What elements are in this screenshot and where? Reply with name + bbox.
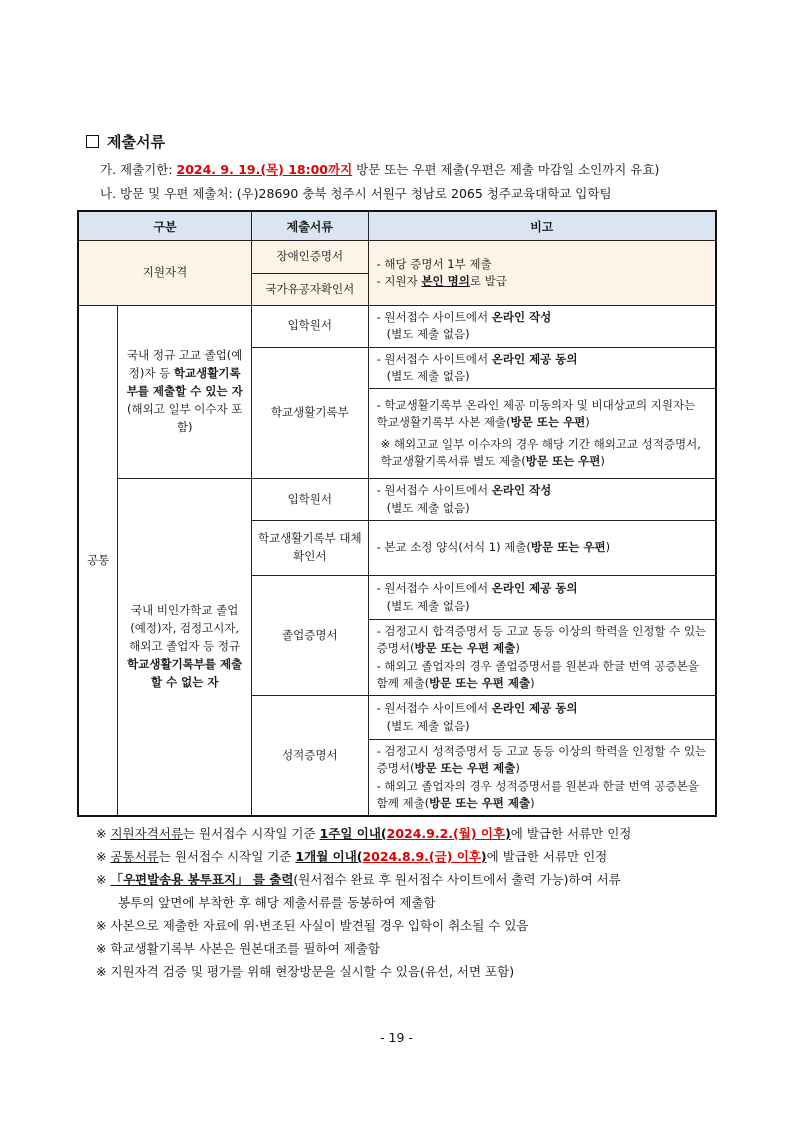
documents-table — [77, 210, 717, 817]
note-text: - 원서접수 사이트에서 — [376, 701, 492, 716]
doc-application: 입학원서 — [251, 479, 368, 521]
footnote-3 — [96, 868, 631, 891]
note-line — [377, 397, 709, 432]
fn-underline: 공통서류 — [110, 849, 159, 864]
address-line: 나. 방문 및 우편 제출처: (우)28690 충북 청주시 서원구 청남로 2065 청주교육대학교 입학팀 — [100, 186, 612, 201]
doc-transcript: 성적증명서 — [251, 696, 368, 817]
section-heading — [86, 131, 165, 152]
note-emphasis: 온라인 작성 — [491, 310, 552, 324]
note-text: 로 발급 — [469, 274, 507, 288]
doc-record-substitute: 학교생활기록부 대체 확인서 — [251, 521, 368, 576]
note-line — [377, 309, 709, 326]
fn-mark: ※ — [96, 872, 111, 887]
note-emphasis: 온라인 제공 동의 — [491, 581, 578, 596]
header-docs: 제출서류 — [251, 211, 368, 241]
note-line: (별도 제출 없음) — [386, 718, 470, 733]
group-emphasis: 학교생활기록부를 제출할 수 없는 자 — [127, 656, 243, 689]
group1-label — [118, 306, 252, 479]
note-emphasis: 방문 또는 우편 제출 — [429, 675, 531, 690]
doc-disability-cert: 장애인증명서 — [251, 241, 368, 274]
fn-bold: 「우편발송용 봉투표지」 를 출력 — [110, 872, 294, 887]
deadline-date: 2024. 9. 19.(목) 18:00까지 — [176, 162, 353, 177]
fn-mark: ※ — [96, 826, 111, 841]
note-line — [377, 743, 709, 778]
footnotes — [96, 822, 631, 983]
footnote-5: ※ 학교생활기록부 사본은 원본대조를 필하여 제출함 — [96, 941, 380, 956]
checkbox-square-icon — [86, 135, 99, 148]
note-text: ) — [605, 540, 611, 555]
note-text: - 해외고 졸업자의 경우 성적증명서를 원본과 한글 번역 공증본을 함께 제출( — [376, 778, 699, 810]
qualification-note — [368, 241, 716, 306]
note-line: (별도 제출 없음) — [386, 598, 470, 613]
note-line — [377, 700, 709, 717]
footnote-4: ※ 사본으로 제출한 자료에 위·변조된 사실이 발견될 경우 입학이 취소될 수 있음 — [96, 918, 529, 933]
note-emphasis: 온라인 작성 — [491, 483, 552, 498]
record-note-1 — [368, 347, 716, 389]
qualification-label: 지원자격 — [78, 241, 251, 306]
deadline-line — [100, 160, 659, 178]
note-line — [377, 273, 709, 290]
group-text: (해외고 일부 이수자 포함) — [126, 401, 243, 434]
note-text: - 원서접수 사이트에서 — [376, 310, 492, 324]
note-text: ) — [530, 675, 535, 690]
fn-red-date: 2024.8.9.(금) 이후 — [362, 849, 481, 864]
table-row — [78, 241, 716, 274]
application-note — [368, 306, 716, 348]
deadline-prefix: 가. 제출기한: — [100, 162, 177, 177]
header-category: 구분 — [78, 211, 251, 241]
note-text: ) — [515, 641, 520, 656]
note-line — [377, 580, 709, 597]
fn-bold: 1개월 이내( — [295, 849, 363, 864]
table-row — [78, 479, 716, 521]
note-line — [377, 658, 709, 693]
note-line — [377, 539, 709, 556]
note-text: - 원서접수 사이트에서 — [376, 351, 492, 366]
note-text: ) — [585, 415, 590, 430]
group2-label — [118, 479, 252, 817]
footnote-3-cont: 봉투의 앞면에 부착한 후 해당 제출서류를 동봉하여 제출함 — [118, 895, 436, 910]
fn-underline: 지원자격서류 — [110, 826, 183, 841]
note-text: - 검정고시 성적증명서 등 고교 동등 이상의 학력을 인정할 수 있는 증명서( — [376, 744, 707, 776]
note-line: - 해당 증명서 1부 제출 — [376, 256, 492, 271]
note-line — [377, 436, 709, 471]
note-emphasis: 방문 또는 우편 제출 — [414, 641, 516, 656]
fn-mark: ※ — [96, 849, 111, 864]
page-number: - 19 - — [380, 1030, 413, 1045]
group-emphasis: 학교생활기록부를 제출할 수 있는 자 — [126, 366, 243, 399]
note-line — [377, 482, 709, 499]
note-line: (별도 제출 없음) — [386, 368, 470, 383]
note-text: ※ 해외고교 일부 이수자의 경우 해당 기간 해외고교 성적증명서, 학교생활기록서류 별도 제출( — [380, 436, 701, 468]
note-text: - 검정고시 합격증명서 등 고교 동등 이상의 학력을 인정할 수 있는 증명서( — [376, 624, 707, 656]
note-emphasis: 방문 또는 우편 — [525, 453, 601, 468]
fn-bold: 1주일 이내( — [319, 826, 387, 841]
footnote-1 — [96, 822, 631, 845]
note-text: - 원서접수 사이트에서 — [376, 483, 492, 498]
fn-red-date: 2024.9.2.(월) 이후 — [386, 826, 506, 841]
fn-text: 에 발급한 서류만 인정 — [486, 849, 608, 864]
note-text: - 본교 소정 양식(서식 1) 제출( — [376, 540, 531, 555]
note-text: ) — [515, 761, 520, 776]
note-text: ) — [530, 795, 535, 810]
substitute-note — [368, 521, 716, 576]
transcript-note-1 — [368, 696, 716, 740]
note-emphasis: 온라인 제공 동의 — [491, 351, 578, 366]
note-text: - 해외고 졸업자의 경우 졸업증명서를 원본과 한글 번역 공증본을 함께 제출( — [376, 658, 699, 690]
doc-veteran-cert: 국가유공자확인서 — [251, 274, 368, 306]
note-emphasis: 본인 명의 — [421, 274, 470, 288]
doc-graduation-cert: 졸업증명서 — [251, 576, 368, 696]
deadline-suffix: 방문 또는 우편 제출(우편은 제출 마감일 소인까지 유효) — [352, 162, 660, 177]
fn-text: (원서접수 완료 후 원서접수 사이트에서 출력 가능)하여 서류 — [293, 872, 621, 887]
note-line: (별도 제출 없음) — [386, 327, 470, 342]
note-emphasis: 온라인 제공 동의 — [491, 701, 578, 716]
fn-bold: ) — [505, 826, 511, 841]
transcript-note-2 — [368, 740, 716, 817]
graduation-note-1 — [368, 576, 716, 620]
fn-text: 는 원서접수 시작일 기준 — [158, 849, 296, 864]
application-note — [368, 479, 716, 521]
note-text: - 학교생활기록부 온라인 제공 미동의자 및 비대상교의 지원자는 학교생활기록부 사본 제출( — [376, 398, 696, 430]
table-row — [78, 306, 716, 348]
fn-text: 에 발급한 서류만 인정 — [510, 826, 632, 841]
table-header-row — [78, 211, 716, 241]
note-line — [377, 351, 709, 368]
fn-bold: ) — [480, 849, 487, 864]
note-emphasis: 방문 또는 우편 — [510, 415, 586, 430]
note-emphasis: 방문 또는 우편 제출 — [414, 761, 516, 776]
group-text: 국내 정규 고교 졸업(예정)자 등 — [126, 348, 243, 381]
header-remarks: 비고 — [368, 211, 716, 241]
note-line — [377, 623, 709, 658]
record-note-2 — [368, 389, 716, 479]
footnote-6: ※ 지원자격 검증 및 평가를 위해 현장방문을 실시할 수 있음(유선, 서면 포함) — [96, 964, 515, 979]
fn-text: 는 원서접수 시작일 기준 — [182, 826, 320, 841]
note-line — [377, 778, 709, 813]
note-emphasis: 방문 또는 우편 제출 — [429, 795, 531, 810]
doc-application: 입학원서 — [251, 306, 368, 348]
note-emphasis: 방문 또는 우편 — [530, 540, 606, 555]
note-text: ) — [600, 453, 605, 468]
section-title: 제출서류 — [107, 133, 165, 151]
group-text: 국내 비인가학교 졸업(예정)자, 검정고시자, 해외고 졸업자 등 정규 — [129, 603, 241, 654]
note-line: (별도 제출 없음) — [386, 500, 470, 515]
note-text: - 원서접수 사이트에서 — [376, 581, 492, 596]
note-text: - 지원자 — [376, 274, 422, 288]
graduation-note-2 — [368, 620, 716, 696]
doc-school-record: 학교생활기록부 — [251, 347, 368, 479]
common-label: 공통 — [78, 306, 118, 817]
footnote-2 — [96, 845, 631, 868]
